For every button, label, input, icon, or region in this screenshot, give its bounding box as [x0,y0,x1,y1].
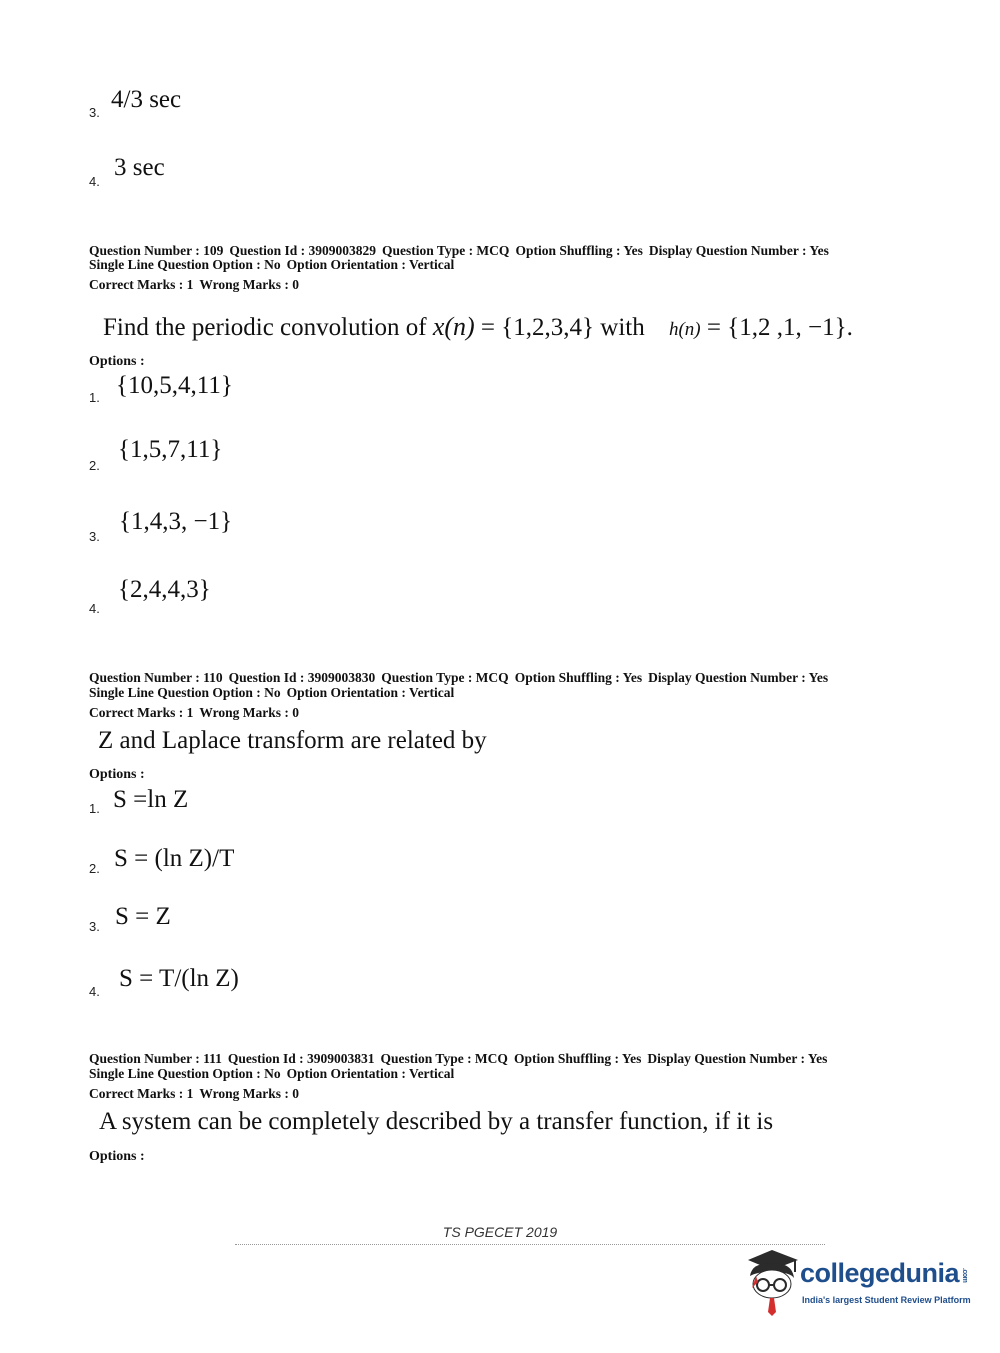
question-meta-line2: Single Line Question Option : No Option Orientation : Vertical [89,685,455,700]
question-text: Z and Laplace transform are related by [98,727,487,754]
option-text: {1,4,3, −1} [119,508,233,535]
option-text: S = (ln Z)/T [114,845,235,872]
options-label: Options : [89,1149,145,1164]
question-meta-line2: Single Line Question Option : No Option Orientation : Vertical [89,1066,455,1081]
option-text: S = T/(ln Z) [119,965,239,992]
option-text: {10,5,4,11} [116,372,233,399]
question-marks: Correct Marks : 1 Wrong Marks : 0 [89,277,299,292]
brand-tagline: India's largest Student Review Platform [802,1295,971,1305]
option-text: {2,4,4,3} [118,576,211,603]
question-meta-line1: Question Number : 110 Question Id : 3909003830 Question Type : MCQ Option Shuffling : Yes Display Question Number : Yes [89,670,829,685]
option-text: S =ln Z [113,786,189,813]
brand-name: collegedunia .com [800,1258,969,1288]
options-label: Options : [89,767,145,782]
option-number: 2. [89,861,100,876]
question-marks: Correct Marks : 1 Wrong Marks : 0 [89,1086,299,1101]
option-number: 4. [89,984,100,999]
option-number: 1. [89,801,100,816]
option-text: 3 sec [114,154,165,181]
option-number: 1. [89,390,100,405]
question-meta-line1: Question Number : 109 Question Id : 3909003829 Question Type : MCQ Option Shuffling : Yes Display Question Number : Yes [89,243,829,258]
question-marks: Correct Marks : 1 Wrong Marks : 0 [89,705,299,720]
question-text: Find the periodic convolution of x(n) = {1,2,3,4} with h(n) = {1,2 ,1, −1}. [103,312,853,341]
option-text: 4/3 sec [111,86,182,113]
option-number: 4. [89,174,100,189]
option-number: 3. [89,105,100,120]
option-text: {1,5,7,11} [118,436,223,463]
options-label: Options : [89,354,145,369]
question-meta-line2: Single Line Question Option : No Option Orientation : Vertical [89,257,455,272]
option-number: 3. [89,529,100,544]
footer-divider [235,1244,825,1247]
mascot-icon [742,1246,806,1318]
option-number: 2. [89,458,100,473]
option-number: 3. [89,919,100,934]
question-text: A system can be completely described by a transfer function, if it is [99,1108,774,1135]
question-meta-line1: Question Number : 111 Question Id : 3909003831 Question Type : MCQ Option Shuffling : Yes Display Question Number : Yes [89,1051,828,1066]
exam-footer: TS PGECET 2019 [442,1224,558,1240]
option-number: 4. [89,601,100,616]
option-text: S = Z [115,903,171,930]
